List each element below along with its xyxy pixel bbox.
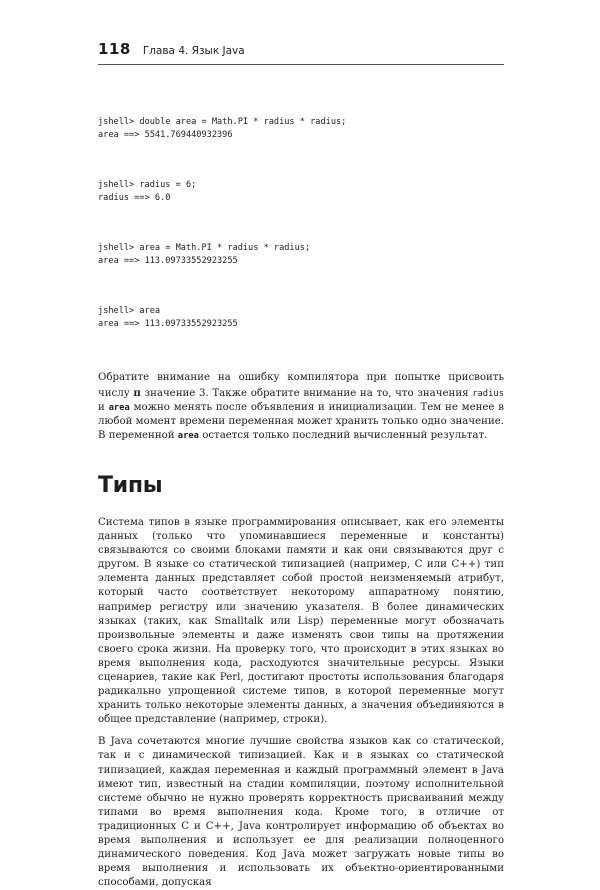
- code-line: area ==> 5541.769440932396: [98, 129, 233, 140]
- section-heading-types: Типы: [98, 472, 163, 498]
- code-area: area: [108, 402, 130, 413]
- text-run: остается только последний вычисленный результат.: [198, 429, 488, 441]
- paragraph-type-systems: Система типов в языке программирования описывает, как его элементы данных (только что упоминавшиеся переменные и константы) связываются со своими блоками памяти и как они связываются друг с другом. В языке со статической типизацией (например, C или C++) тип элемента данных представляет собой простой неизменяемый атрибут, который часто соответствует некоторому аппаратному понятию, например регистру или значению указателя. В более динамических языках (таких, как Smalltalk или Lisp) переменные могут обозначать произвольные элементы и даже изменять свои типы на протяжении своего срока жизни. На проверку того, что происходит в этих языках во время выполнения кода, расходуются значительные ресурсы. Языки сценариев, такие как Perl, достигают простоты использования благодаря радикально упрощенной системе типов, в которой переменные могут хранить только некоторые элементы данных, а значения объединяются в общее представление (например, строки).: [98, 516, 504, 726]
- code-listing: [98, 91, 504, 355]
- code-group-2: [98, 179, 504, 204]
- text-run: значение 3. Также обратите внимание на то, что значения: [140, 387, 473, 399]
- paragraph-compiler-note: [98, 371, 504, 442]
- running-header: [98, 40, 504, 65]
- text-run: можно менять после объявления и инициализации. Тем не менее в любой момент времени переменная может хранить только одно значение. В переменной: [98, 401, 504, 441]
- code-line: area ==> 113.09733552923255: [98, 318, 238, 329]
- code-line: area ==> 113.09733552923255: [98, 255, 238, 266]
- paragraph-java-types: В Java сочетаются многие лучшие свойства языков как со статической, так и с динамической типизацией. Как и в языках со статической типизацией, каждая переменная и каждый программный элемент в Java имеют тип, известный на стадии компиляции, поэтому исполнительной системе обычно не нужно проверять корректность присваиваний между типами во время выполнения кода. Кроме того, в отличие от традиционных C и C++, Java контролирует информацию об объектах во время выполнения и использует ее для реализации полноценного динамического поведения. Код Java может загружать новые типы во время выполнения и использовать их объектно-ориентированными способами, допуская: [98, 736, 504, 889]
- chapter-title: Глава 4. Язык Java: [142, 45, 245, 57]
- code-line: jshell> area: [98, 306, 161, 317]
- code-line: jshell> double area = Math.PI * radius * radius;: [98, 117, 347, 128]
- text-run: Обратите внимание на ошибку компилятора при попытке присвоить числу: [98, 372, 504, 399]
- code-line: radius ==> 6.0: [98, 192, 171, 203]
- pi-symbol: π: [133, 386, 141, 399]
- code-line: jshell> radius = 6;: [98, 180, 197, 191]
- code-group-3: [98, 242, 504, 267]
- code-area: area: [177, 430, 199, 441]
- code-group-4: [98, 305, 504, 330]
- code-line: jshell> area = Math.PI * radius * radius;: [98, 243, 311, 254]
- text-run: и: [98, 401, 109, 413]
- code-group-1: [98, 116, 504, 141]
- book-page: [98, 40, 504, 890]
- page-number: 118: [98, 40, 131, 58]
- code-radius: radius: [472, 388, 504, 399]
